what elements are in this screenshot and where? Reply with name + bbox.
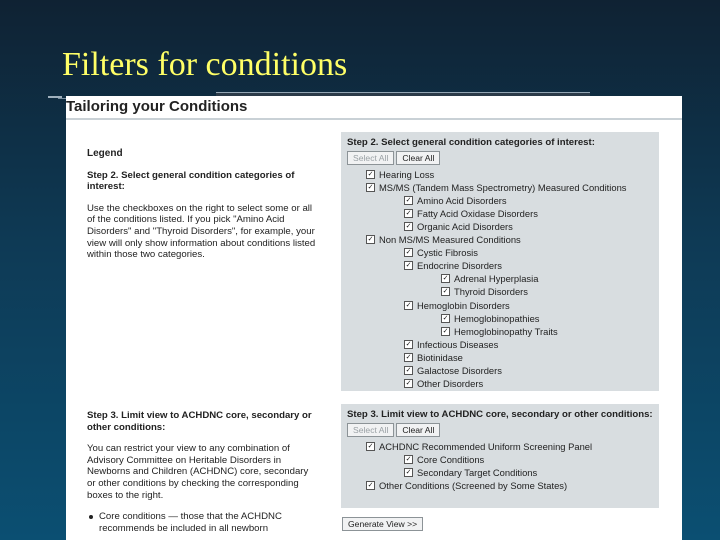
checkbox-label: Hearing Loss <box>379 168 435 180</box>
legend-heading: Legend <box>87 148 123 159</box>
checkbox[interactable]: ✓ <box>442 314 449 322</box>
clear-all-button[interactable]: Clear All <box>396 423 440 437</box>
checkbox-label: Core Conditions <box>417 453 485 465</box>
checkbox-label: Cystic Fibrosis <box>417 247 478 259</box>
checkbox-row[interactable] <box>341 285 659 298</box>
checkbox-row[interactable] <box>341 181 659 194</box>
checkbox-label: MS/MS (Tandem Mass Spectrometry) Measured Conditions <box>379 181 627 193</box>
clear-all-button[interactable]: Clear All <box>396 151 440 165</box>
checkbox[interactable]: ✓ <box>405 249 412 257</box>
checkbox-row[interactable] <box>341 272 659 285</box>
checkbox[interactable]: ✓ <box>405 367 412 375</box>
checkbox-row[interactable] <box>341 312 659 325</box>
step3-box <box>341 404 659 508</box>
checkbox-label: Adrenal Hyperplasia <box>454 273 539 285</box>
bullet-icon <box>89 515 93 519</box>
step2-button-row <box>341 149 659 165</box>
step2-left-heading: Step 2. Select general condition categories of interest: <box>87 169 295 193</box>
list-item <box>87 511 319 534</box>
checkbox-row[interactable] <box>341 466 659 479</box>
checkbox[interactable]: ✓ <box>405 353 412 361</box>
checkbox-label: Thyroid Disorders <box>454 286 528 298</box>
checkbox-label: Hemoglobin Disorders <box>417 299 510 311</box>
panel-header-line <box>66 118 682 120</box>
checkbox[interactable]: ✓ <box>367 170 374 178</box>
checkbox-label: Hemoglobinopathy Traits <box>454 325 558 337</box>
step3-checkbox-tree <box>341 437 659 492</box>
checkbox-label: Infectious Diseases <box>417 338 499 350</box>
step2-left-text: Use the checkboxes on the right to select some or all of the conditions listed. If you pick "Amino Acid Disorders" and "Thyroid Disorders", for example, your view will only show information about conditions listed within those two categories. <box>87 202 316 261</box>
checkbox[interactable]: ✓ <box>442 288 449 296</box>
checkbox[interactable]: ✓ <box>367 236 374 244</box>
checkbox-label: Endocrine Disorders <box>417 260 502 272</box>
checkbox-label: Amino Acid Disorders <box>417 194 507 206</box>
conditions-panel <box>66 96 682 540</box>
checkbox-label: Other Disorders <box>417 378 484 390</box>
checkbox[interactable]: ✓ <box>367 183 374 191</box>
checkbox[interactable]: ✓ <box>405 455 412 463</box>
checkbox[interactable]: ✓ <box>442 275 449 283</box>
checkbox[interactable]: ✓ <box>405 209 412 217</box>
checkbox-row[interactable] <box>341 325 659 338</box>
panel-title: Tailoring your Conditions <box>66 98 248 115</box>
checkbox-row[interactable] <box>341 233 659 246</box>
checkbox[interactable]: ✓ <box>405 262 412 270</box>
checkbox-row[interactable] <box>341 194 659 207</box>
checkbox-label: Fatty Acid Oxidase Disorders <box>417 207 538 219</box>
step3-instructions <box>87 410 319 534</box>
checkbox[interactable]: ✓ <box>405 380 412 388</box>
step3-left-text: You can restrict your view to any combination of Advisory Committee on Heritable Disorders in Newborns and Children (ACHDNC) core, secondary or other conditions by checking the corresponding boxes to the right. <box>87 443 309 501</box>
checkbox-row[interactable] <box>341 479 659 492</box>
checkbox-row[interactable] <box>341 440 659 453</box>
checkbox-row[interactable] <box>341 364 659 377</box>
checkbox-row[interactable] <box>341 246 659 259</box>
checkbox-label: Secondary Target Conditions <box>417 466 538 478</box>
checkbox-row[interactable] <box>341 453 659 466</box>
checkbox[interactable]: ✓ <box>367 481 374 489</box>
checkbox[interactable]: ✓ <box>367 442 374 450</box>
checkbox-label: Other Conditions (Screened by Some States) <box>379 479 568 491</box>
select-all-button[interactable]: Select All <box>347 151 394 165</box>
step2-box <box>341 132 659 391</box>
checkbox-label: Hemoglobinopathies <box>454 312 540 324</box>
step3-left-heading: Step 3. Limit view to ACHDNC core, secondary or other conditions: <box>87 410 312 433</box>
checkbox-row[interactable] <box>341 338 659 351</box>
step2-box-heading: Step 2. Select general condition categories of interest: <box>347 137 595 148</box>
step3-box-heading: Step 3. Limit view to ACHDNC core, secondary or other conditions: <box>347 409 653 420</box>
checkbox[interactable]: ✓ <box>405 301 412 309</box>
slide-title: Filters for conditions <box>62 46 348 83</box>
step3-button-row <box>341 421 659 437</box>
step2-instructions <box>87 148 319 261</box>
checkbox-row[interactable] <box>341 377 659 390</box>
checkbox-row[interactable] <box>341 207 659 220</box>
generate-view-button[interactable]: Generate View >> <box>342 517 423 531</box>
checkbox-label: Organic Acid Disorders <box>417 221 513 233</box>
select-all-button[interactable]: Select All <box>347 423 394 437</box>
checkbox[interactable]: ✓ <box>405 223 412 231</box>
checkbox-row[interactable] <box>341 299 659 312</box>
checkbox[interactable]: ✓ <box>405 468 412 476</box>
checkbox[interactable]: ✓ <box>405 340 412 348</box>
checkbox-label: ACHDNC Recommended Uniform Screening Panel <box>379 440 593 452</box>
checkbox-label: Galactose Disorders <box>417 365 502 377</box>
checkbox-label: Non MS/MS Measured Conditions <box>379 234 521 246</box>
checkbox-label: Biotinidase <box>417 351 463 363</box>
checkbox-row[interactable] <box>341 259 659 272</box>
checkbox-row[interactable] <box>341 168 659 181</box>
checkbox[interactable]: ✓ <box>405 196 412 204</box>
checkbox-row[interactable] <box>341 220 659 233</box>
checkbox-row[interactable] <box>341 351 659 364</box>
bullet-core-text: Core conditions — those that the ACHDNC recommends be included in all newborn <box>99 511 282 534</box>
step2-checkbox-tree <box>341 165 659 391</box>
checkbox[interactable]: ✓ <box>442 327 449 335</box>
